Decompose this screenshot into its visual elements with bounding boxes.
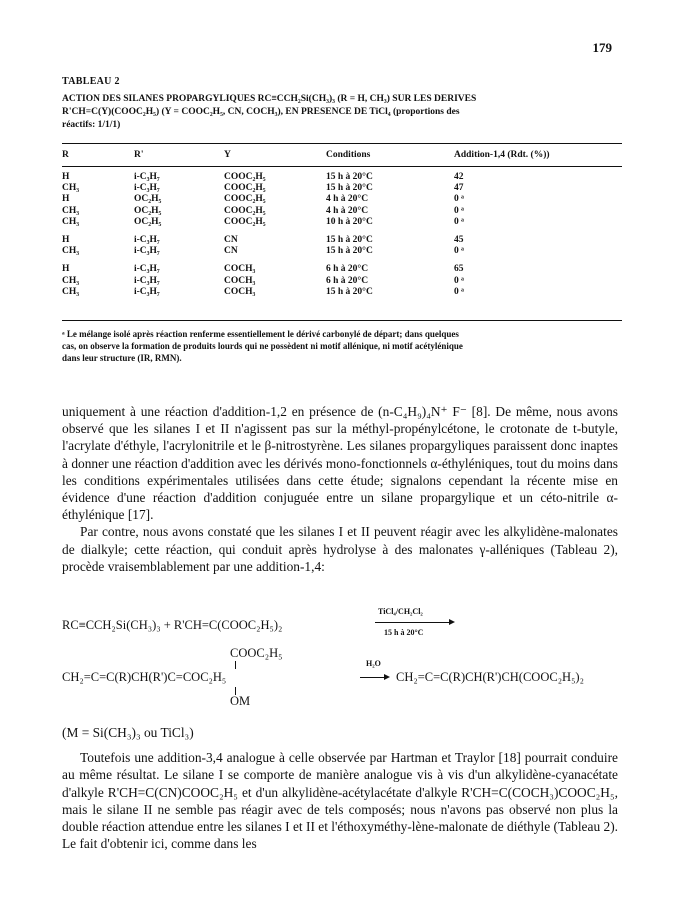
cell-r: CH₃: [62, 216, 80, 227]
table-caption-line: réactifs: 1/1/1): [62, 120, 121, 130]
table-row: [62, 206, 622, 218]
cell-yield: 45: [454, 235, 464, 245]
table-row: [62, 246, 622, 258]
cell-yield: 0 ᵃ: [454, 216, 464, 227]
header-conditions: Conditions: [326, 150, 371, 160]
cell-y: CN: [224, 235, 238, 245]
cell-y: CN: [224, 246, 238, 257]
table-bottom-rule: [62, 320, 622, 321]
cell-conditions: 15 h à 20°C: [326, 286, 373, 297]
cell-conditions: 10 h à 20°C: [326, 216, 373, 227]
cell-r-prime: i-C₃H₇: [134, 286, 160, 297]
header-r-prime: R': [134, 150, 144, 160]
condition-reagents: TiCl₄/CH₂Cl₂: [378, 607, 423, 616]
cell-y: COOC₂H₅: [224, 194, 266, 205]
cell-yield: 47: [454, 183, 464, 194]
cell-yield: 0 ᵃ: [454, 286, 464, 297]
cell-r: CH₃: [62, 183, 80, 194]
cell-r: CH₃: [62, 205, 80, 216]
cell-y: COCH₃: [224, 264, 256, 275]
cell-conditions: 4 h à 20°C: [326, 205, 369, 216]
table-row: [62, 264, 622, 276]
cell-conditions: 6 h à 20°C: [326, 275, 369, 286]
footnote-line: dans leur structure (IR, RMN).: [62, 353, 182, 363]
table-title: TABLEAU 2: [62, 76, 120, 87]
cell-r: H: [62, 264, 70, 275]
paragraph-3: (M = Si(CH₃)₃ ou TiCl₃): [62, 725, 194, 740]
cell-r: H: [62, 172, 70, 182]
cell-r-prime: OC₂H₅: [134, 205, 162, 216]
cell-conditions: 15 h à 20°C: [326, 183, 373, 194]
paragraph-2: Par contre, nous avons constaté que les silanes I et II peuvent réagir avec les alkylidène-malonates de dialkyle; cette réaction, qui conduit après hydrolyse à des malonates γ-alléniques (Tableau 2), procède vraisemblablement par une addition-1,4:: [62, 524, 618, 574]
header-yield: Addition-1,4 (Rdt. (%)): [454, 150, 550, 160]
cell-r-prime: i-C₃H₇: [134, 172, 160, 182]
cell-yield: 65: [454, 264, 464, 275]
cell-y: COOC₂H₅: [224, 205, 266, 216]
cell-conditions: 6 h à 20°C: [326, 264, 369, 275]
cell-yield: 42: [454, 172, 464, 182]
table-top-rule: [62, 143, 622, 144]
cell-y: COCH₃: [224, 275, 256, 286]
table-row: [62, 276, 622, 288]
cell-conditions: 4 h à 20°C: [326, 194, 369, 205]
cell-r: CH₃: [62, 286, 80, 297]
cell-r-prime: i-C₃H₇: [134, 264, 160, 275]
table-caption: [62, 93, 622, 132]
reaction-arrow: [375, 622, 453, 623]
cell-yield: 0 ᵃ: [454, 246, 464, 257]
bond-top: [235, 661, 236, 669]
table-caption-line: R'CH=C(Y)(COOC₂H₅) (Y = COOC₂H₅, CN, COCH₃), EN PRESENCE DE TiCl₄ (proportions des: [62, 107, 460, 117]
reaction-equation-1: RC≡CCH₂Si(CH₃)₃ + R'CH=C(COOC₂H₅)₂: [62, 618, 283, 632]
condition-time: 15 h à 20°C: [384, 628, 424, 637]
page-number: 179: [592, 40, 612, 55]
footnote-line: cas, on observe la formation de produits lourds qui ne possèdent ni motif allénique, ni motif acétylénique: [62, 341, 463, 351]
table-heading: [62, 76, 622, 132]
paragraph-4: Toutefois une addition-3,4 analogue à celle observée par Hartman et Traylor [18] pourrait conduire au même résultat. Le silane I se comporte de manière analogue vis à vis d'un alkylidène-cyanacétate d'alkyle R'CH=C(CN)COOC₂H₅ et d'un alkylidène-acétylacétate d'alkyle R'CH=C(COCH₃)COOC₂H₅, mais le silane II ne semble pas réagir avec de tels composés; nous n'avons pas observé non plus la double réaction attendue entre les silanes I et II et l'éthoxyméthy-lène-malonate de diéthyle (Tableau 2). Le fait d'obtenir ici, comme dans les: [62, 750, 618, 852]
cell-r-prime: i-C₃H₇: [134, 275, 160, 286]
table-row: [62, 194, 622, 206]
cell-r: H: [62, 235, 70, 245]
hydrolysis-reagent: H₂O: [366, 659, 381, 668]
paragraph-1: uniquement à une réaction d'addition-1,2 en présence de (n-C₄H₉)₄N⁺ F⁻ [8]. De même, nous avons observé que les silanes I et II n'agissent pas sur la méthyl-propénylcétone, le crotonate de t-butyle, l'acrylate d'éthyle, l'acrylonitrile et le β-nitrostyrène. Les silanes propargyliques paraissent donc inaptes à donner une réaction d'addition avec les dérivés mono-fonctionnels α-éthyléniques, tout du moins dans les conditions expérimentales utilisées dans cette étude; signalons cependant la récente mise en évidence d'une réaction d'addition conjuguée entre un silane propargylique et un céto-nitrile α-éthylénique [17].: [62, 404, 618, 523]
cell-yield: 0 ᵃ: [454, 194, 464, 205]
cell-r-prime: OC₂H₅: [134, 194, 162, 205]
cell-r-prime: i-C₃H₇: [134, 246, 160, 257]
table-footnote: [62, 328, 622, 364]
cell-r: H: [62, 194, 70, 205]
cell-r-prime: i-C₃H₇: [134, 183, 160, 194]
cell-yield: 0 ᵃ: [454, 275, 464, 286]
cell-yield: 0 ᵃ: [454, 205, 464, 216]
footnote-line: ᵃ Le mélange isolé après réaction renferme essentiellement le dérivé carbonylé de départ; dans quelques: [62, 329, 459, 339]
cell-y: COOC₂H₅: [224, 172, 266, 182]
intermediate-formula: CH₂=C=C(R)CH(R')C=COC₂H₅: [62, 670, 227, 684]
substituent-ester: COOC₂H₅: [230, 646, 283, 660]
cell-r: CH₃: [62, 246, 80, 257]
cell-y: COOC₂H₅: [224, 183, 266, 194]
cell-y: COOC₂H₅: [224, 216, 266, 227]
cell-conditions: 15 h à 20°C: [326, 235, 373, 245]
cell-r-prime: i-C₃H₇: [134, 235, 160, 245]
cell-r: CH₃: [62, 275, 80, 286]
table-caption-line: ACTION DES SILANES PROPARGYLIQUES RC≡CCH₂Si(CH₃)₃ (R = H, CH₃) SUR LES DERIVES: [62, 94, 477, 104]
text-block-2: [62, 724, 618, 852]
table-row: [62, 287, 622, 299]
cell-conditions: 15 h à 20°C: [326, 172, 373, 182]
table-row: [62, 217, 622, 229]
hydrolysis-arrow: [360, 677, 388, 678]
cell-r-prime: OC₂H₅: [134, 216, 162, 227]
text-block-1: [62, 403, 618, 575]
product-formula: CH₂=C=C(R)CH(R')CH(COOC₂H₅)₂: [396, 670, 584, 684]
substituent-om: OM: [230, 694, 251, 708]
table-header-row: [62, 150, 622, 162]
table-header-rule: [62, 166, 622, 167]
cell-conditions: 15 h à 20°C: [326, 246, 373, 257]
cell-y: COCH₃: [224, 286, 256, 297]
header-r: R: [62, 150, 69, 160]
header-y: Y: [224, 150, 231, 160]
